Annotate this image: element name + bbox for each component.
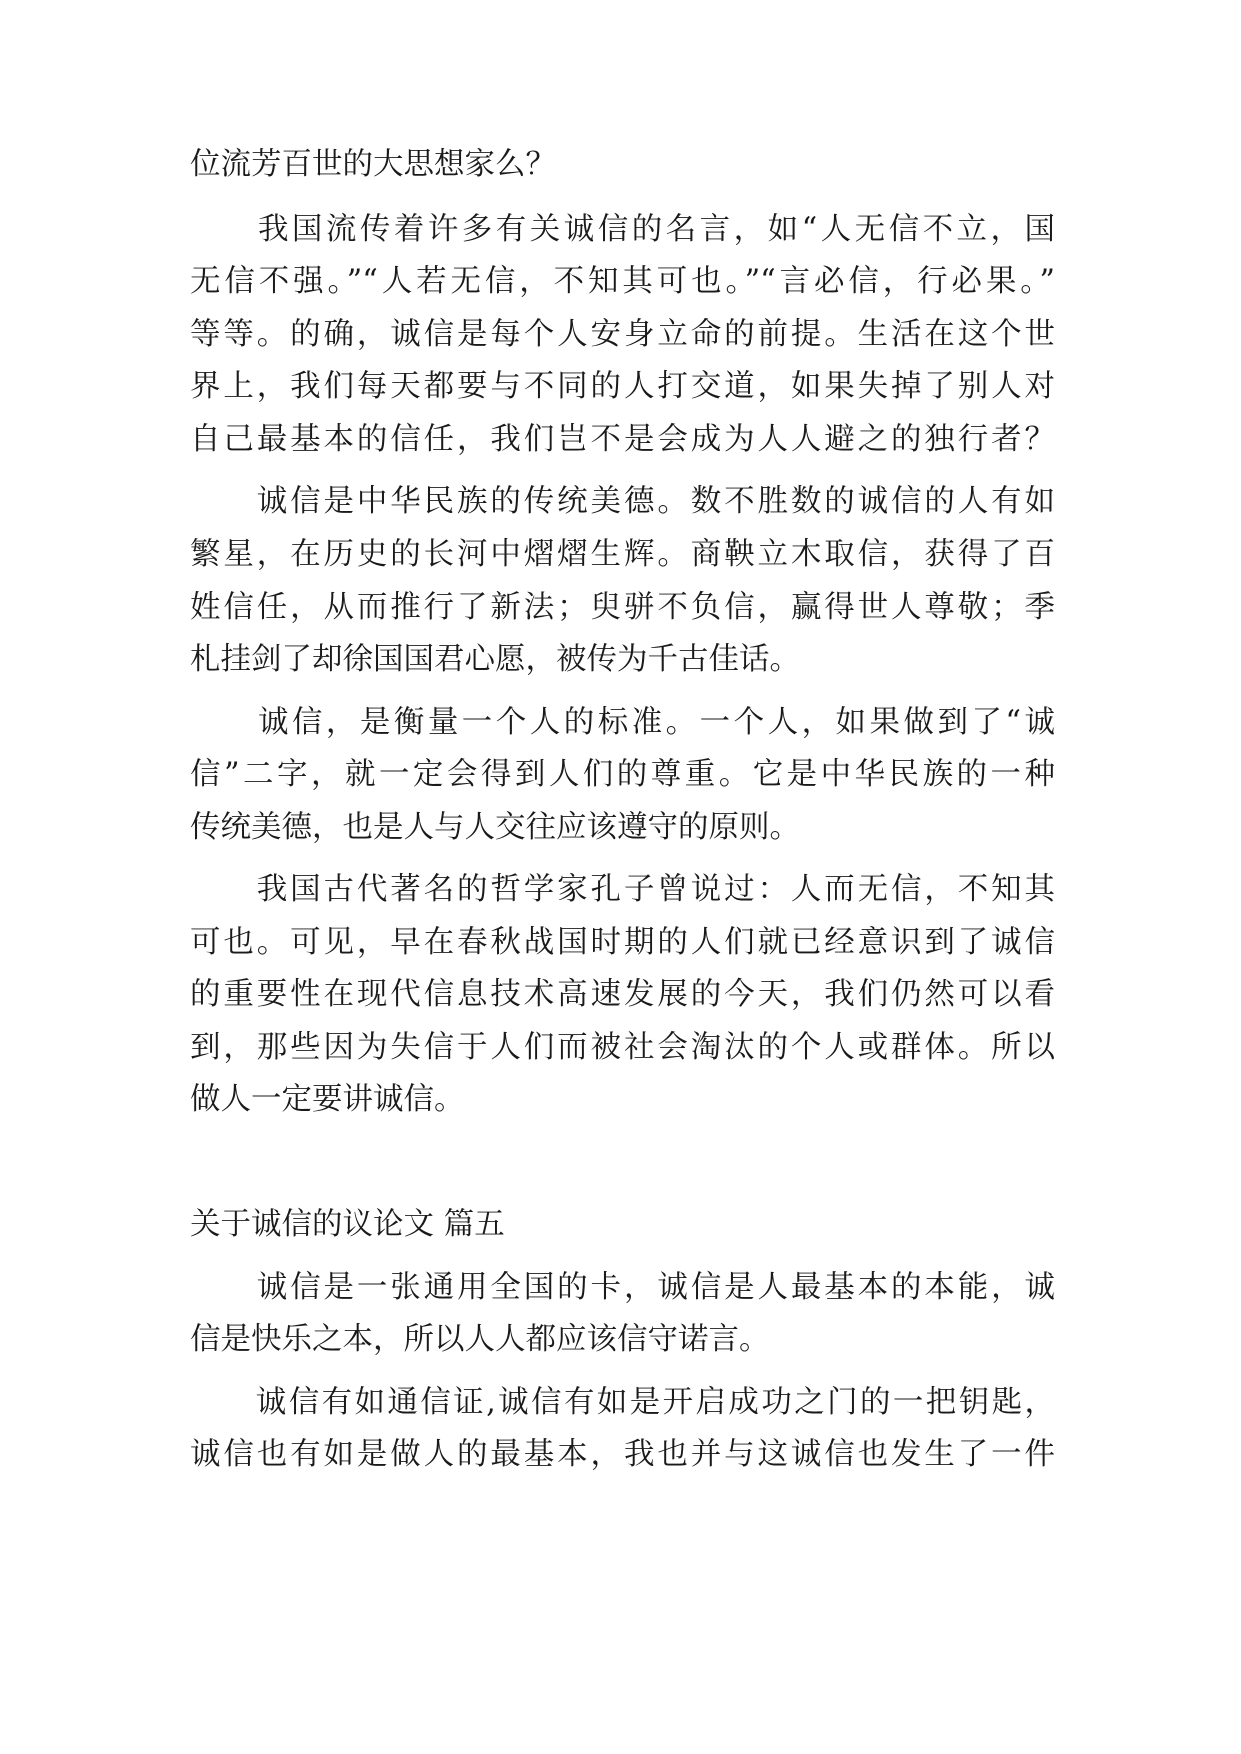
text-line: 自己最基本的信任，我们岂不是会成为人人避之的独行者？ bbox=[190, 422, 1055, 457]
text-line: 诚信也有如是做人的最基本，我也并与这诚信也发生了一件 bbox=[190, 1437, 1055, 1472]
text-line: 姓信任，从而推行了新法；臾骈不负信，赢得世人尊敬；季 bbox=[190, 590, 1055, 625]
text-line: 位流芳百世的大思想家么？ bbox=[190, 147, 556, 182]
text-line: 诚信有如通信证,诚信有如是开启成功之门的一把钥匙， bbox=[190, 1385, 1055, 1420]
text-line: 诚信，是衡量一个人的标准。一个人，如果做到了“诚 bbox=[190, 705, 1055, 740]
text-line: 界上，我们每天都要与不同的人打交道，如果失掉了别人对 bbox=[190, 369, 1055, 404]
text-line: 繁星，在历史的长河中熠熠生辉。商鞅立木取信，获得了百 bbox=[190, 537, 1055, 572]
text-line: 可也。可见，早在春秋战国时期的人们就已经意识到了诚信 bbox=[190, 925, 1055, 960]
text-line: 到，那些因为失信于人们而被社会淘汰的个人或群体。所以 bbox=[190, 1030, 1055, 1065]
text-line: 的重要性在现代信息技术高速发展的今天，我们仍然可以看 bbox=[190, 977, 1055, 1012]
text-line: 诚信是中华民族的传统美德。数不胜数的诚信的人有如 bbox=[190, 484, 1055, 519]
text-line: 等等。的确，诚信是每个人安身立命的前提。生活在这个世 bbox=[190, 317, 1055, 352]
text-line: 我国古代著名的哲学家孔子曾说过：人而无信，不知其 bbox=[190, 872, 1055, 907]
text-line: 传统美德，也是人与人交往应该遵守的原则。 bbox=[190, 810, 800, 845]
text-line: 信”二字，就一定会得到人们的尊重。它是中华民族的一种 bbox=[190, 757, 1055, 792]
text-line: 无信不强。”“人若无信，不知其可也。”“言必信，行必果。” bbox=[190, 264, 1055, 299]
text-line: 诚信是一张通用全国的卡，诚信是人最基本的本能，诚 bbox=[190, 1270, 1055, 1305]
text-line: 札挂剑了却徐国国君心愿，被传为千古佳话。 bbox=[190, 642, 800, 677]
text-line: 做人一定要讲诚信。 bbox=[190, 1082, 465, 1117]
section-heading: 关于诚信的议论文 篇五 bbox=[190, 1207, 505, 1242]
text-line: 信是快乐之本，所以人人都应该信守诺言。 bbox=[190, 1322, 770, 1357]
text-line: 我国流传着许多有关诚信的名言，如“人无信不立，国 bbox=[190, 212, 1055, 247]
